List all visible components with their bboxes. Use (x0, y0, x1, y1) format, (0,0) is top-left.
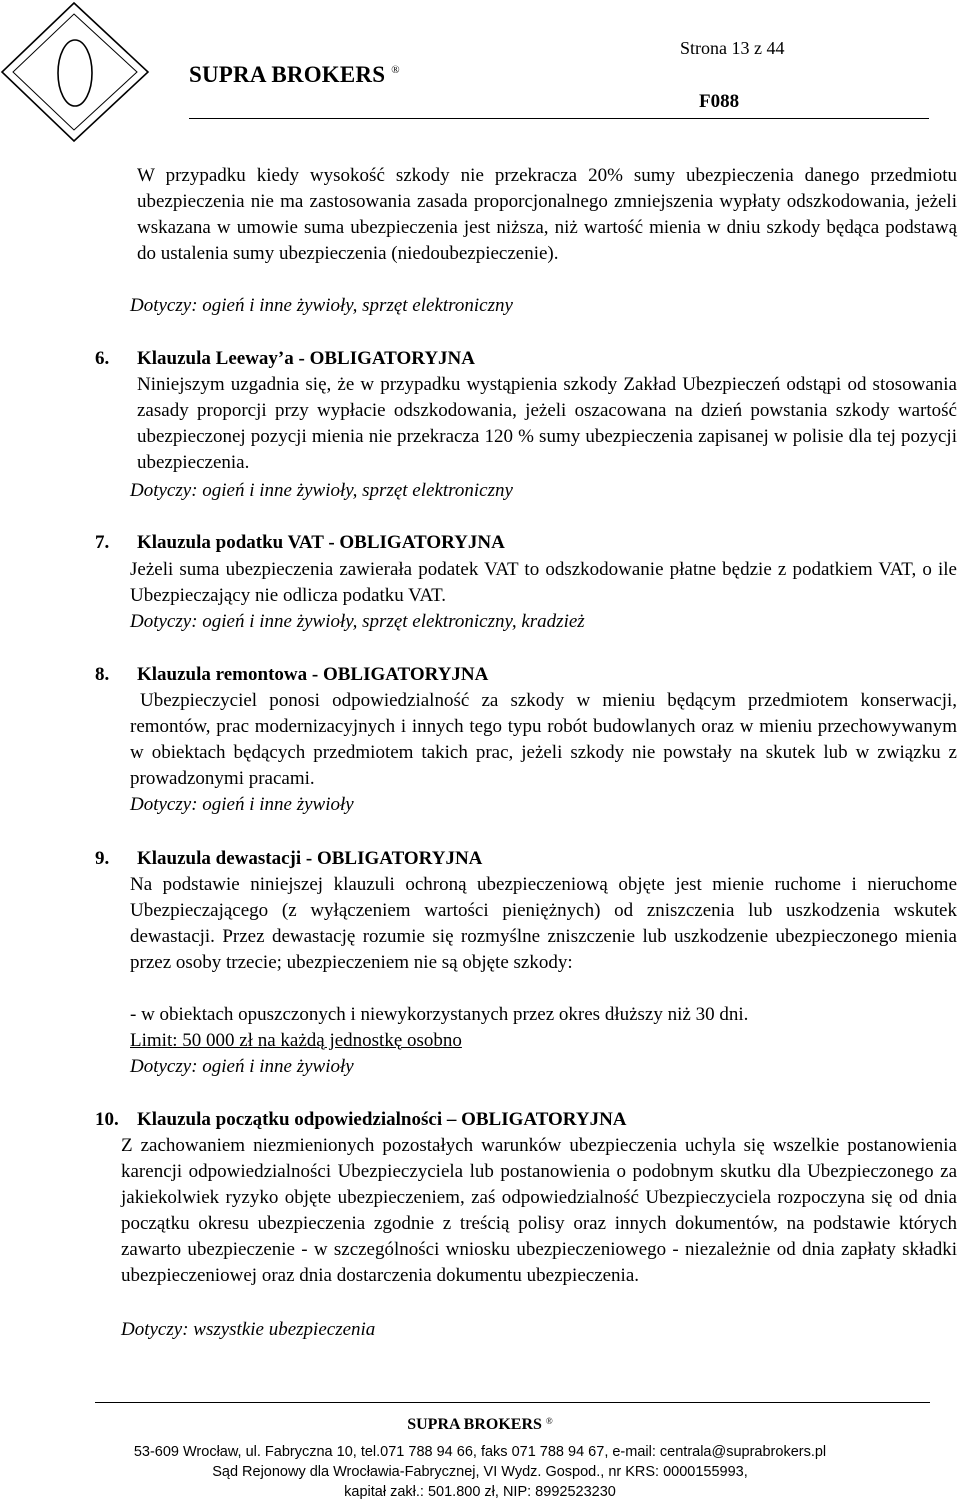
clause-text: Na podstawie niniejszej klauzuli ochroną ubezpieczeniową objęte jest mienie ruchome i nieruchome Ubezpieczającego (z wyłączeniem wartości pieniężnych) od zniszczenia lub uszkodzenia wskutek dewastacji. Przez dewastację rozumie się rozmyślne zniszczenie lub uszkodzenie ubezpieczonego mienia przez osoby trzecie; ubezpieczeniem nie są objęte szkody: (130, 874, 957, 973)
clause-text: Ubezpieczyciel ponosi odpowiedzialność za szkody w mieniu będącym przedmiotem konserwacji, remontów, prac modernizacyjnych i innych tego typu robót budowlanych oraz w mieniu przechowywanym w obiektach będących przedmiotem takich prac, jeżeli szkody nie powstały na skutek lub w związku z prowadzonymi pracami. (130, 690, 957, 789)
clause-title: Klauzula początku odpowiedzialności – OBLIGATORYJNA (137, 1109, 627, 1130)
clause-number: 7. (95, 532, 110, 553)
clause-title: Klauzula podatku VAT - OBLIGATORYJNA (137, 532, 505, 553)
footer-court: Sąd Rejonowy dla Wrocławia-Fabrycznej, VI Wydz. Gospod., nr KRS: 0000155993, (212, 1464, 748, 1480)
clause-number: 9. (95, 848, 110, 869)
clause-title: Klauzula remontowa - OBLIGATORYJNA (137, 664, 489, 685)
clause-limit: Limit: 50 000 zł na każdą jednostkę osobno (130, 1030, 462, 1051)
clause-number: 8. (95, 664, 110, 685)
company-logo (0, 0, 160, 150)
clause-applies: Dotyczy: wszystkie ubezpieczenia (121, 1319, 376, 1340)
clause-applies: Dotyczy: ogień i inne żywioły (130, 794, 354, 815)
clause-text: Z zachowaniem niezmienionych pozostałych warunków ubezpieczenia uchyla się wszelkie postanowienia karencji odpowiedzialności Ubezpieczyciela lub postanowienia o podobnym skutku dla Ubezpieczonego za jakiekolwiek ryzyko objęte ubezpieczeniem, zaś odpowiedzialność Ubezpieczyciela rozpoczyna się od dnia początku okresu ubezpieczenia zgodnie z treścią polisy oraz innych dokumentów, na podstawie których zawarto ubezpieczenie - w szczególności wniosku ubezpieczeniowego - niezależnie od dnia zapłaty składki ubezpieczeniowej oraz dnia dostarczenia dokumentu ubezpieczenia. (121, 1135, 957, 1286)
header-brand: SUPRA BROKERS ® (189, 62, 400, 87)
clause-applies: Dotyczy: ogień i inne żywioły, sprzęt elektroniczny, kradzież (130, 611, 585, 632)
header-divider (189, 118, 929, 119)
footer-brand: SUPRA BROKERS ® (407, 1416, 553, 1433)
footer-divider (95, 1402, 930, 1403)
clause-number: 10. (95, 1109, 119, 1130)
footer-capital: kapitał zakł.: 501.800 zł, NIP: 8992523230 (344, 1484, 616, 1500)
footer-address: 53-609 Wrocław, ul. Fabryczna 10, tel.071 788 94 66, faks 071 788 94 67, e-mail: centrala@suprabrokers.pl (133, 1444, 827, 1460)
clause-exclusion: - w obiektach opuszczonych i niewykorzystanych przez okres dłuższy niż 30 dni. (130, 1004, 749, 1025)
clause-applies: Dotyczy: ogień i inne żywioły (130, 1056, 354, 1077)
clause-text: Jeżeli suma ubezpieczenia zawierała podatek VAT to odszkodowanie płatne będzie z podatkiem VAT, o ile Ubezpieczający nie odlicza podatku VAT. (130, 559, 957, 606)
form-code: F088 (699, 91, 740, 112)
clause-applies: Dotyczy: ogień i inne żywioły, sprzęt elektroniczny (130, 480, 513, 501)
clause-number: 6. (95, 348, 110, 369)
intro-paragraph: W przypadku kiedy wysokość szkody nie przekracza 20% sumy ubezpieczenia danego przedmiotu ubezpieczenia nie ma zastosowania zasada proporcjonalnego zmniejszenia wypłaty odszkodowania, jeżeli wskazana w umowie suma ubezpieczenia jest niższa, niż wartość mienia w dniu szkody będąca podstawą do ustalenia sumy ubezpieczenia (niedoubezpieczenie). (137, 165, 957, 264)
clause-text: Niniejszym uzgadnia się, że w przypadku wystąpienia szkody Zakład Ubezpieczeń odstąpi od stosowania zasady proporcji przy wypłacie odszkodowania, jeżeli oszacowana na dzień powstania szkody wartość ubezpieczonej pozycji mienia nie przekracza 120 % sumy ubezpieczenia zapisanej w polisie dla tej pozycji ubezpieczenia. (137, 374, 957, 473)
clause-title: Klauzula dewastacji - OBLIGATORYJNA (137, 848, 483, 869)
clause-title: Klauzula Leeway’a - OBLIGATORYJNA (137, 348, 476, 369)
intro-applies: Dotyczy: ogień i inne żywioły, sprzęt elektroniczny (130, 295, 513, 316)
page-number: Strona 13 z 44 (680, 38, 785, 58)
